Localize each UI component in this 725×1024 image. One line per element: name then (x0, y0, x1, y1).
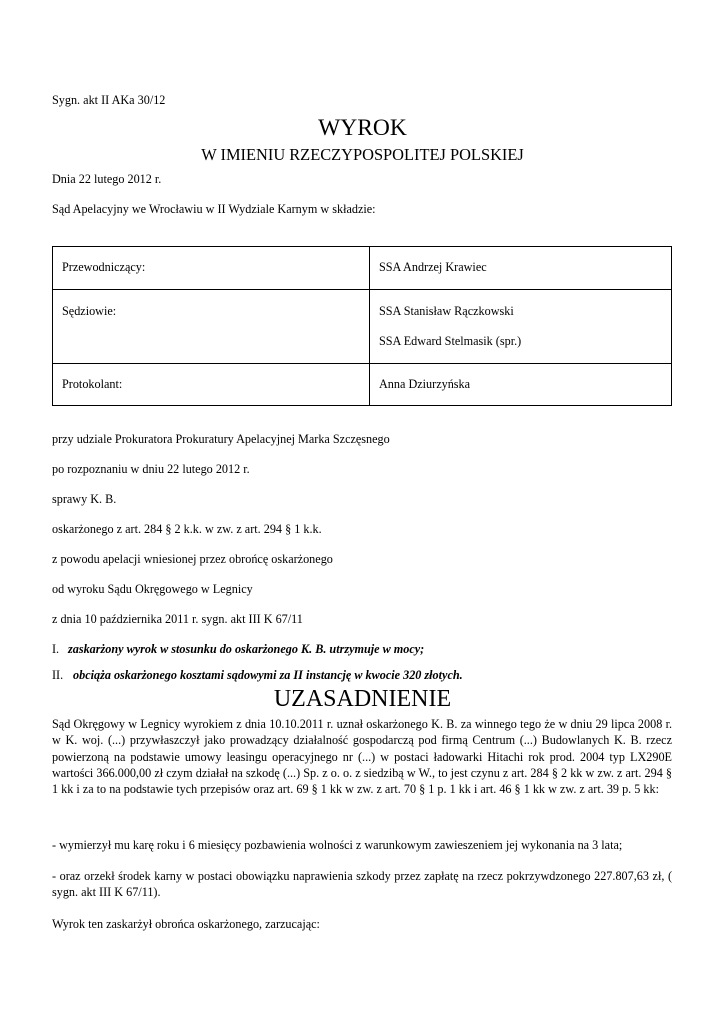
role-label: Przewodniczący: (62, 260, 146, 274)
table-row (53, 290, 672, 364)
detail-line: sprawy K. B. (52, 492, 117, 506)
detail-line: od wyroku Sądu Okręgowego w Legnicy (52, 582, 253, 596)
judge-name: SSA Edward Stelmasik (spr.) (379, 334, 522, 348)
role-cell (53, 364, 370, 406)
detail-line: oskarżonego z art. 284 § 2 k.k. w zw. z art. 294 § 1 k.k. (52, 522, 322, 536)
case-signature: Sygn. akt II AKa 30/12 (52, 93, 166, 107)
role-label: Protokolant: (62, 377, 123, 391)
justification-paragraph: - wymierzył mu karę roku i 6 miesięcy pozbawienia wolności z warunkowym zawieszeniem jej wykonania na 3 lata; (52, 838, 623, 852)
verdict-item (52, 642, 424, 657)
justification-title: UZASADNIENIE (273, 686, 452, 712)
detail-line: z dnia 10 października 2011 r. sygn. akt III K 67/11 (52, 612, 303, 626)
judge-name: SSA Stanisław Rączkowski (379, 304, 514, 318)
court-intro: Sąd Apelacyjny we Wrocławiu w II Wydziale Karnym w składzie: (52, 202, 376, 216)
table-row (53, 364, 672, 406)
role-cell (53, 290, 370, 364)
verdict-text: obciąża oskarżonego kosztami sądowymi za II instancję w kwocie 320 złotych. (73, 668, 463, 682)
role-label: Sędziowie: (62, 304, 117, 318)
role-cell (53, 247, 370, 290)
verdict-numeral: II. (52, 668, 64, 682)
verdict-numeral: I. (52, 642, 60, 656)
clerk-name: Anna Dziurzyńska (379, 377, 471, 391)
judge-name: SSA Andrzej Krawiec (379, 260, 487, 274)
names-cell (370, 364, 672, 406)
table-row (53, 247, 672, 290)
justification-paragraph: Sąd Okręgowy w Legnicy wyrokiem z dnia 10.10.2011 r. uznał oskarżonego K. B. za winnego tego że w dniu 29 lipca 2008 r. w K. woj. (...) przywłaszczył jako prowadzący działalność gospodarczą pod firmą Centrum (...) Budowlanych K. B. rzecz powierzoną na podstawie umowy leasingu operacyjnego nr (...) w postaci ładowarki Hitachi rok prod. 2004 typ LX290E wartości 366.000,00 zł czym działał na szkodę (...) Sp. z o. o. z siedzibą w W., to jest czynu z art. 284 § 2 kk w zw. z art. 294 § 1 kk i za to na podstawie tych przepisów oraz art. 69 § 1 kk w zw. z art. 70 § 1 p. 1 kk i art. 46 § 1 kk w zw. z art. 39 p. 5 kk: (52, 717, 672, 797)
names-cell (370, 247, 672, 290)
detail-line: z powodu apelacji wniesionej przez obrońcę oskarżonego (52, 552, 333, 566)
detail-line: przy udziale Prokuratora Prokuratury Apelacyjnej Marka Szczęsnego (52, 432, 390, 446)
verdict-item (52, 668, 463, 683)
judgment-title: WYROK (318, 115, 407, 141)
verdict-text: zaskarżony wyrok w stosunku do oskarżonego K. B. utrzymuje w mocy; (68, 642, 425, 656)
justification-paragraph: - oraz orzekł środek karny w postaci obowiązku naprawienia szkody przez zapłatę na rzecz pokrzywdzonego 227.807,63 zł, ( sygn. akt III K 67/11). (52, 869, 672, 900)
names-cell (370, 290, 672, 364)
judgment-date: Dnia 22 lutego 2012 r. (52, 172, 162, 186)
judgment-subtitle: W IMIENIU RZECZYPOSPOLITEJ POLSKIEJ (201, 145, 524, 164)
court-composition-table (52, 246, 672, 406)
justification-paragraph: Wyrok ten zaskarżył obrońca oskarżonego, zarzucając: (52, 917, 320, 931)
detail-line: po rozpoznaniu w dniu 22 lutego 2012 r. (52, 462, 250, 476)
